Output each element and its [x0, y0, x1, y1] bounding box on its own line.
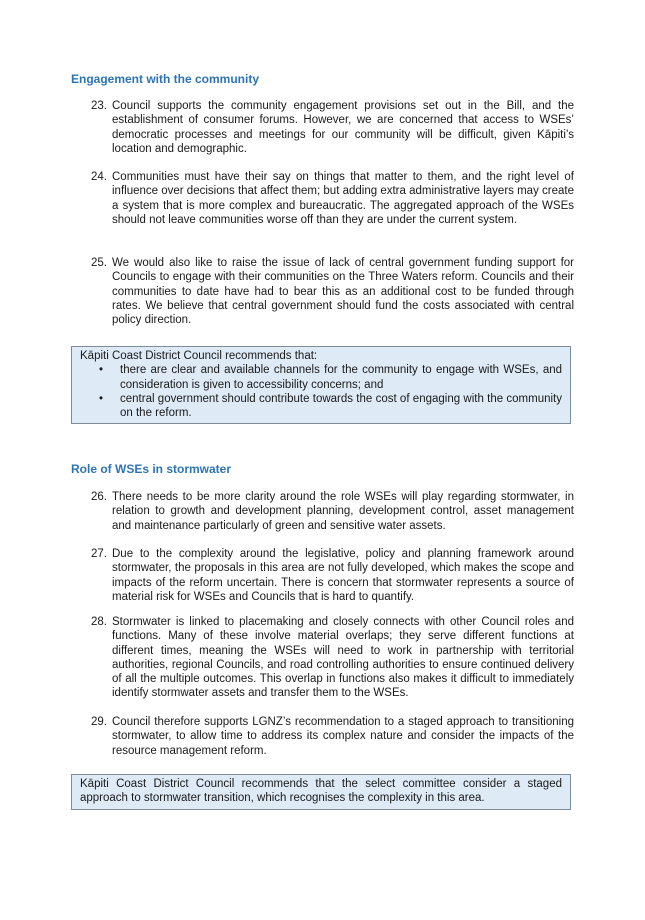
paragraph-text: Due to the complexity around the legislative, policy and planning framework around stormwater, the proposals in this area are not fully developed, which makes the scope and impacts of the reform uncertain. There is concern that stormwater represents a source of material risk for WSEs and Councils that is hard to quantify. [112, 548, 574, 603]
bullet-icon: • [99, 364, 104, 377]
paragraph-24 [91, 170, 574, 227]
paragraph-number: 29. [91, 716, 107, 728]
recommendation-item [80, 392, 562, 421]
paragraph-29 [91, 715, 574, 758]
paragraph-text: Stormwater is linked to placemaking and closely connects with other Council roles and functions. Many of these involve material overlaps; they serve different functions at different times, meaning the WSEs will need to work in partnership with territorial authorities, regional Councils, and road controlling authorities to ensure continued delivery of all the multiple outcomes. This overlap in functions also makes it difficult to immediately identify stormwater assets and transfer them to the WSEs. [112, 616, 574, 700]
paragraph-text: Communities must have their say on things that matter to them, and the right level of influence over decisions that affect them; but adding extra administrative layers may create a system that is more complex and bureaucratic. The aggregated approach of the WSEs should not leave communities worse off than they are under the current system. [112, 171, 574, 226]
recommendation-text: Kāpiti Coast District Council recommends that the select committee consider a staged approach to stormwater transition, which recognises the complexity in this area. [80, 778, 562, 805]
section-heading-engagement: Engagement with the community [71, 72, 260, 86]
recommendation-list [80, 363, 562, 420]
paragraph-27 [91, 547, 574, 604]
recommendation-box-engagement [71, 346, 571, 424]
recommendation-text: there are clear and available channels for the community to engage with WSEs, and consideration is given to accessibility concerns; and [120, 364, 562, 391]
recommendation-item [80, 363, 562, 392]
paragraph-28 [91, 615, 574, 701]
paragraph-number: 27. [91, 548, 107, 560]
paragraph-number: 24. [91, 171, 107, 183]
paragraph-number: 23. [91, 100, 107, 112]
recommendation-lead: Kāpiti Coast District Council recommends that: [80, 350, 318, 362]
section-heading-stormwater: Role of WSEs in stormwater [71, 462, 232, 476]
paragraph-25 [91, 256, 574, 327]
paragraph-text: Council supports the community engagement provisions set out in the Bill, and the establishment of consumer forums. However, we are concerned that access to WSEs’ democratic processes and meetings for our community will be difficult, given Kāpiti’s location and demographic. [112, 100, 574, 155]
recommendation-box-stormwater [71, 774, 571, 810]
paragraph-text: There needs to be more clarity around the role WSEs will play regarding stormwater, in relation to growth and development planning, development control, asset management and maintenance particularly of green and sensitive water assets. [112, 491, 574, 532]
paragraph-26 [91, 490, 574, 533]
paragraph-number: 25. [91, 257, 107, 269]
paragraph-text: Council therefore supports LGNZ’s recommendation to a staged approach to transitioning stormwater, to allow time to address its complex nature and consider the impacts of the resource management reform. [112, 716, 574, 757]
paragraph-text: We would also like to raise the issue of lack of central government funding support for Councils to engage with their communities on the Three Waters reform. Councils and their communities to date have had to bear this as an additional cost to be funded through rates. We believe that central government should fund the costs associated with central policy direction. [112, 257, 574, 327]
recommendation-text: central government should contribute towards the cost of engaging with the community on the reform. [120, 392, 562, 420]
paragraph-23 [91, 99, 574, 156]
bullet-icon: • [99, 392, 104, 405]
paragraph-number: 26. [91, 491, 107, 503]
paragraph-number: 28. [91, 616, 107, 628]
